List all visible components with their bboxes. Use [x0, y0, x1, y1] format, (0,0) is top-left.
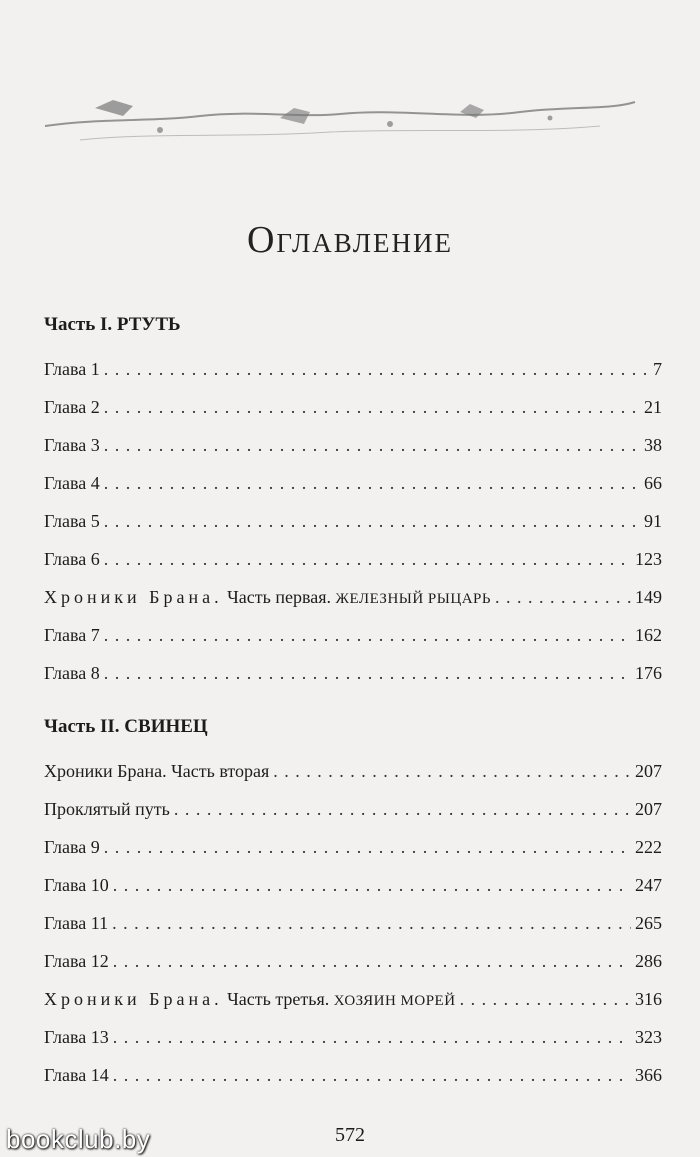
leader-dots — [104, 350, 649, 388]
leader-dots — [104, 464, 640, 502]
entry-label-spaced: Хроники Брана. — [44, 989, 223, 1009]
site-watermark: bookclub.by — [6, 1124, 151, 1154]
entry-label: Проклятый путь — [44, 799, 170, 819]
entry-label: Глава 1 — [44, 359, 100, 379]
page-title: Оглавление — [246, 219, 454, 261]
decorative-ornament-icon — [40, 88, 640, 158]
toc-entry — [44, 866, 662, 904]
leader-dots — [113, 866, 631, 904]
entry-page: 38 — [644, 435, 662, 455]
entry-label-rest: Часть первая. — [227, 587, 331, 607]
toc-entry — [44, 904, 662, 942]
entry-label: Глава 4 — [44, 473, 100, 493]
leader-dots — [104, 502, 640, 540]
entry-page: 366 — [635, 1065, 662, 1085]
toc-entry — [44, 942, 662, 980]
entry-label: Глава 14 — [44, 1065, 109, 1085]
entry-label: Глава 6 — [44, 549, 100, 569]
toc-entry — [44, 1056, 662, 1094]
page-number: 572 — [335, 1124, 365, 1146]
entry-page: 222 — [635, 837, 662, 857]
entry-label: Глава 12 — [44, 951, 109, 971]
toc-entry — [44, 540, 662, 578]
leader-dots — [104, 388, 640, 426]
toc-entry — [44, 752, 662, 790]
toc-entry — [44, 426, 662, 464]
leader-dots — [104, 654, 631, 692]
entry-label: Глава 11 — [44, 913, 109, 933]
entry-page: 66 — [644, 473, 662, 493]
toc-entry — [44, 578, 662, 616]
entry-page: 162 — [635, 625, 662, 645]
entry-label-caps: ЖЕЛЕЗНЫЙ РЫЦАРЬ — [335, 591, 491, 607]
toc-entry — [44, 1018, 662, 1056]
entry-label: Глава 5 — [44, 511, 100, 531]
entry-label: Глава 8 — [44, 663, 100, 683]
leader-dots — [113, 942, 631, 980]
leader-dots — [104, 540, 631, 578]
table-of-contents — [44, 312, 662, 1094]
leader-dots — [174, 790, 631, 828]
entry-label-caps: ХОЗЯИН МОРЕЙ — [333, 993, 456, 1009]
part-heading: Часть I. РТУТЬ — [44, 314, 181, 335]
entry-label-rest: Часть третья. — [227, 989, 330, 1009]
leader-dots — [104, 616, 631, 654]
part-heading: Часть II. СВИНЕЦ — [44, 716, 208, 737]
toc-entry — [44, 388, 662, 426]
entry-page: 21 — [644, 397, 662, 417]
entry-label: Глава 3 — [44, 435, 100, 455]
leader-dots — [104, 426, 640, 464]
entry-page: 123 — [635, 549, 662, 569]
entry-page: 207 — [635, 799, 662, 819]
entry-label: Глава 13 — [44, 1027, 109, 1047]
entry-label: Глава 9 — [44, 837, 100, 857]
entry-label: Глава 7 — [44, 625, 100, 645]
toc-entry — [44, 502, 662, 540]
toc-entry — [44, 980, 662, 1018]
entry-page: 286 — [635, 951, 662, 971]
toc-entry — [44, 350, 662, 388]
leader-dots — [495, 578, 631, 616]
entry-label-spaced: Хроники Брана. — [44, 587, 223, 607]
leader-dots — [104, 828, 631, 866]
entry-page: 207 — [635, 761, 662, 781]
entry-page: 7 — [653, 359, 662, 379]
entry-page: 323 — [635, 1027, 662, 1047]
toc-entry — [44, 616, 662, 654]
entry-page: 91 — [644, 511, 662, 531]
entry-label: Глава 10 — [44, 875, 109, 895]
leader-dots — [113, 1056, 631, 1094]
entry-page: 176 — [635, 663, 662, 683]
entry-page: 247 — [635, 875, 662, 895]
toc-entry — [44, 790, 662, 828]
leader-dots — [113, 1018, 631, 1056]
entry-page: 265 — [635, 913, 662, 933]
entry-label: Глава 2 — [44, 397, 100, 417]
entry-page: 316 — [635, 989, 662, 1009]
toc-entry — [44, 654, 662, 692]
leader-dots — [460, 980, 631, 1018]
entry-label — [44, 578, 491, 618]
toc-entry — [44, 464, 662, 502]
entry-label: Хроники Брана. Часть вторая — [44, 761, 270, 781]
toc-entry — [44, 828, 662, 866]
leader-dots — [273, 752, 631, 790]
leader-dots — [112, 904, 631, 942]
entry-page: 149 — [635, 587, 662, 607]
entry-label — [44, 980, 456, 1020]
